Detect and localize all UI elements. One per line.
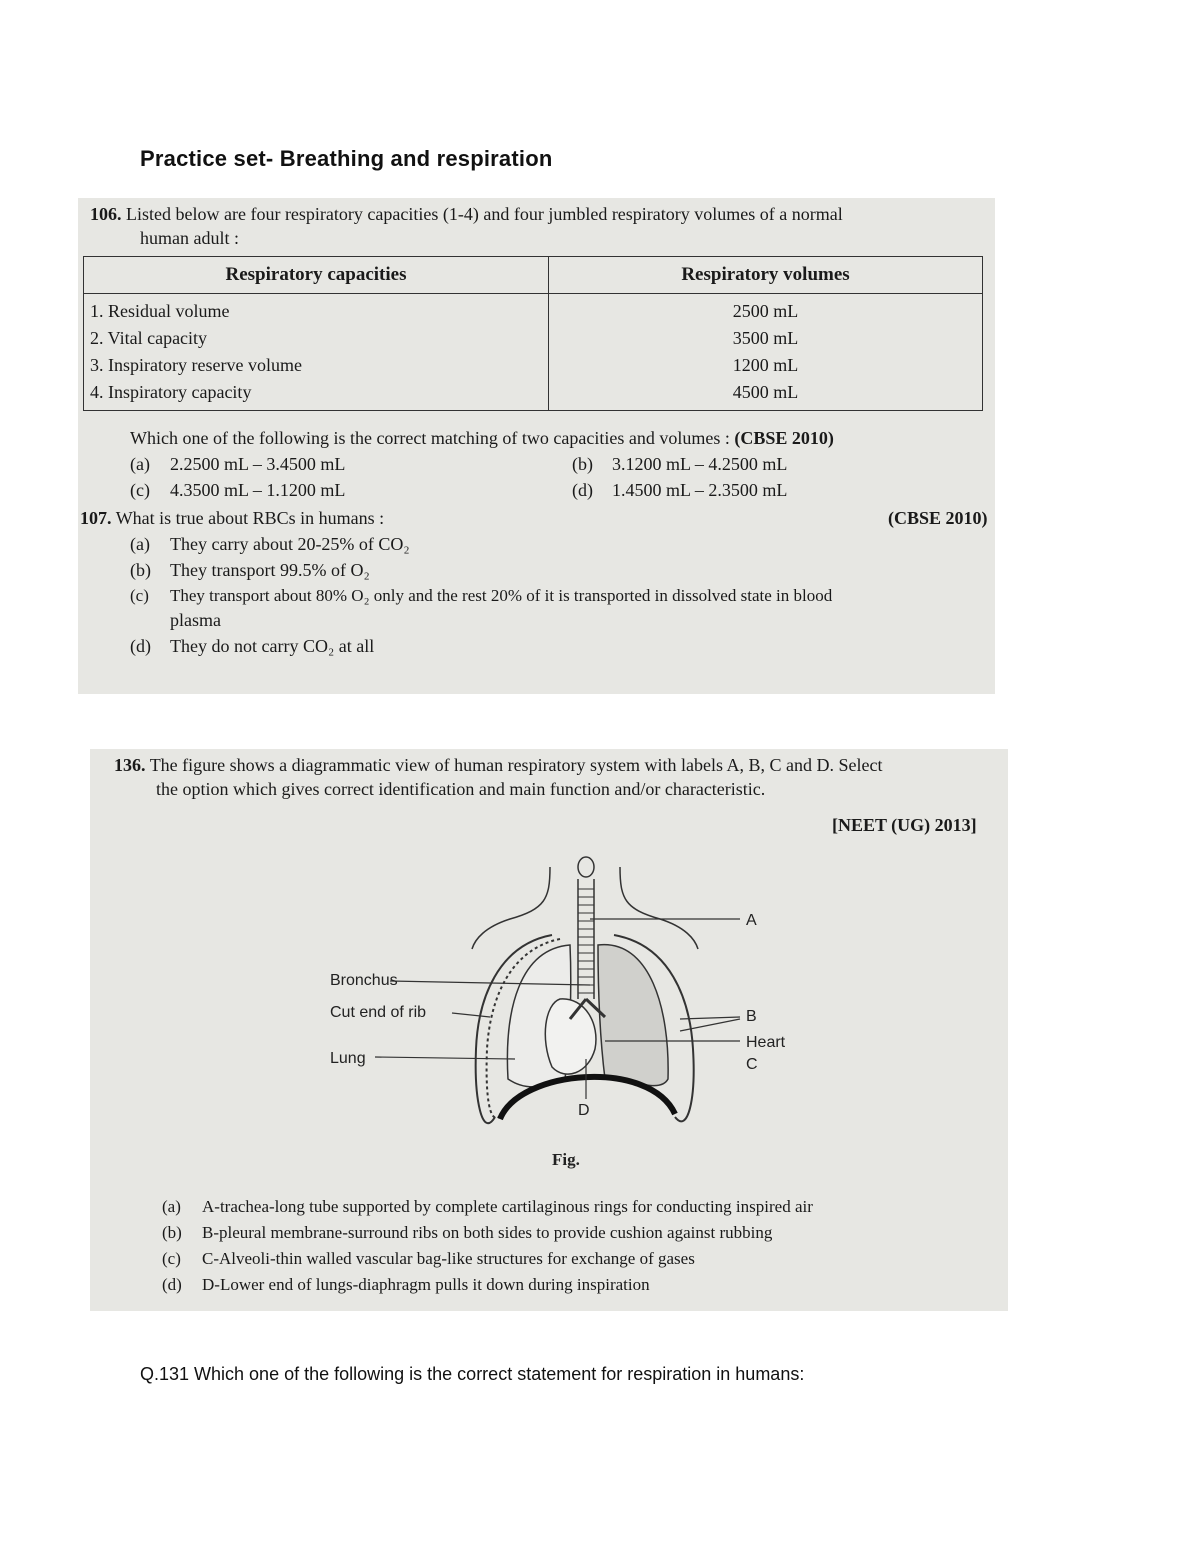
option-label: (a) — [130, 534, 150, 554]
page-title: Practice set- Breathing and respiration — [140, 146, 553, 171]
q107-option-b — [130, 560, 370, 581]
capacity-item: 4. Inspiratory capacity — [90, 382, 252, 402]
label-b: B — [746, 1008, 757, 1025]
option-label: (c) — [130, 480, 150, 500]
q106-prompt: Which one of the following is the correct matching of two capacities and volumes : — [130, 428, 730, 448]
q136-option-c — [162, 1249, 695, 1269]
option-text: They do not carry CO₂ at all — [170, 636, 375, 656]
option-label: (b) — [572, 454, 593, 474]
option-text: A-trachea-long tube supported by complete cartilaginous rings for conducting inspired air — [202, 1197, 813, 1216]
option-text: 1.4500 mL – 2.3500 mL — [612, 480, 788, 500]
q106-number: 106. — [90, 204, 122, 224]
heart-shape — [545, 999, 596, 1074]
capacities-cell — [84, 294, 549, 411]
option-text: They transport 99.5% of O₂ — [170, 560, 370, 580]
option-text: 4.3500 mL – 1.1200 mL — [170, 480, 346, 500]
option-text: C-Alveoli-thin walled vascular bag-like structures for exchange of gases — [202, 1249, 695, 1268]
q106-stem: Listed below are four respiratory capacities (1-4) and four jumbled respiratory volumes of a normal — [126, 204, 843, 224]
q106-option-b — [572, 454, 787, 475]
question-photo-106-107 — [78, 198, 995, 694]
q107-source: (CBSE 2010) — [888, 508, 988, 528]
q106-prompt-line — [130, 428, 834, 449]
capacity-item: 1. Residual volume — [90, 301, 230, 321]
option-text: 2.2500 mL – 3.4500 mL — [170, 454, 346, 474]
q106-option-d — [572, 480, 787, 501]
label-heart: Heart — [746, 1034, 786, 1051]
option-label: (b) — [130, 560, 151, 580]
question-photo-136 — [90, 749, 1008, 1311]
figure-caption: Fig. — [552, 1150, 580, 1169]
capacity-item: 3. Inspiratory reserve volume — [90, 355, 302, 375]
q106-stem-line1 — [90, 204, 843, 225]
option-text: 3.1200 mL – 4.2500 mL — [612, 454, 788, 474]
option-text: They transport about 80% O₂ only and the rest 20% of it is transported in dissolved state in blood — [170, 586, 833, 605]
q136-option-d — [162, 1275, 650, 1295]
option-label: (d) — [162, 1275, 182, 1294]
option-label: (a) — [130, 454, 150, 474]
q136-source: [NEET (UG) 2013] — [832, 815, 977, 835]
q107-option-c-continued: plasma — [170, 610, 221, 630]
label-cut-rib: Cut end of rib — [330, 1004, 427, 1021]
q136-stem: The figure shows a diagrammatic view of human respiratory system with labels A, B, C and D. Select — [149, 755, 883, 775]
q107-number: 107. — [80, 508, 112, 528]
q106-stem-line2: human adult : — [140, 228, 239, 248]
q107-option-a — [130, 534, 410, 555]
q106-source: (CBSE 2010) — [734, 428, 834, 448]
label-d: D — [578, 1102, 590, 1119]
q136-option-a — [162, 1197, 813, 1217]
volume-item: 4500 mL — [732, 382, 799, 402]
q136-stem-line2: the option which gives correct identification and main function and/or characteristic. — [156, 779, 766, 799]
option-text: D-Lower end of lungs-diaphragm pulls it down during inspiration — [202, 1275, 650, 1294]
label-a: A — [746, 912, 757, 929]
volumes-cell — [549, 294, 983, 411]
trachea-shape — [578, 857, 594, 999]
q106-option-a — [130, 454, 345, 475]
option-label: (d) — [572, 480, 593, 500]
option-text: They carry about 20-25% of CO₂ — [170, 534, 410, 554]
table-header-volumes: Respiratory volumes — [549, 257, 983, 294]
respiratory-table — [83, 256, 983, 411]
option-label: (c) — [162, 1249, 181, 1268]
label-lung: Lung — [330, 1050, 366, 1067]
capacity-item: 2. Vital capacity — [90, 328, 208, 348]
volume-item: 1200 mL — [732, 355, 799, 375]
q131-question: Q.131 Which one of the following is the correct statement for respiration in humans: — [140, 1364, 805, 1384]
q107-option-c — [130, 586, 832, 606]
label-bronchus: Bronchus — [330, 972, 398, 989]
q107-stem-line — [80, 508, 384, 529]
label-c: C — [746, 1056, 758, 1073]
volume-item: 3500 mL — [732, 328, 799, 348]
option-label: (a) — [162, 1197, 181, 1216]
volume-item: 2500 mL — [732, 301, 799, 321]
q136-option-b — [162, 1223, 772, 1243]
q106-option-c — [130, 480, 345, 501]
q136-number: 136. — [114, 755, 146, 775]
q107-stem: What is true about RBCs in humans : — [115, 508, 385, 528]
option-label: (c) — [130, 586, 149, 605]
table-header-capacities: Respiratory capacities — [84, 257, 549, 294]
option-label: (b) — [162, 1223, 182, 1242]
option-text: B-pleural membrane-surround ribs on both sides to provide cushion against rubbing — [202, 1223, 773, 1242]
q107-option-d — [130, 636, 374, 657]
option-label: (d) — [130, 636, 151, 656]
